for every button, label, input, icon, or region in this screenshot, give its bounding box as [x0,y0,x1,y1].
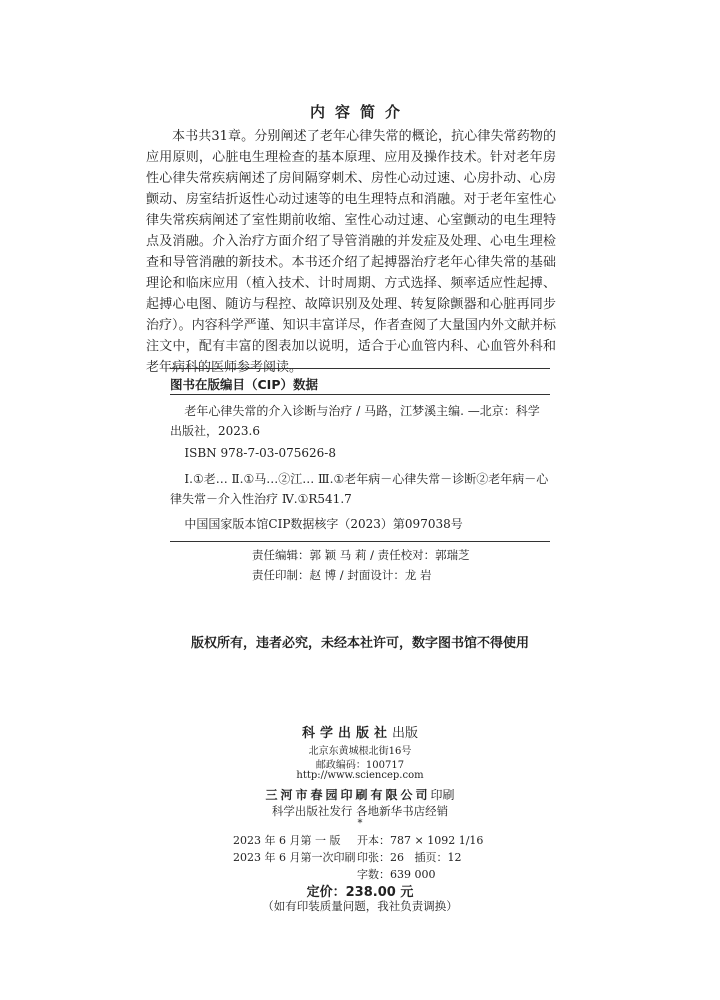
cip-isbn: ISBN 978-7-03-075626-8 [184,446,336,460]
credits-line-2: 责任印制：赵 博 / 封面设计：龙 岩 [252,568,432,582]
printing-info: 2023 年 6 月第一次印刷 [233,851,356,864]
summary-title: 内容简介 [309,103,410,121]
cip-classification: Ⅰ.①老… Ⅱ.①马…②江… Ⅲ.①老年病－心律失常－诊断②老年病－心律失常－介入性治疗 Ⅳ.①R541.7 [170,472,549,506]
cip-heading: 图书在版编目（CIP）数据 [170,377,318,392]
copyright-notice: 版权所有，违者必究，未经本社许可，数字图书馆不得使用 [190,636,529,651]
plates-count: 插页：12 [414,851,462,864]
publisher-address: 北京东黄城根北街16号 [308,746,412,757]
publisher-suffix: 出版 [392,726,419,741]
cip-number: 中国国家版本馆CIP数据核字（2023）第097038号 [184,517,463,531]
credits-line-1: 责任编辑：郭 颖 马 莉 / 责任校对：郭瑞芝 [252,548,470,562]
publisher-postcode: 邮政编码：100717 [315,760,405,771]
publisher-name: 科学出版社 [301,726,392,741]
quality-note: （如有印装质量问题，我社负责调换） [262,899,458,913]
format-info: 开本：787 × 1092 1/16 [357,834,484,847]
cip-entry: 老年心律失常的介入诊断与治疗 / 马路，江梦溪主编. —北京：科学出版社，2023.6 [170,404,540,438]
cip-divider [170,394,550,395]
separator-mark: * [357,818,363,829]
printer-name: 三河市春园印刷有限公司 [265,788,431,802]
price-label: 定价：238.00 元 [306,885,414,900]
summary-paragraph: 本书共31章。分别阐述了老年心律失常的概论，抗心律失常药物的应用原则，心脏电生理检查的基本原理、应用及操作技术。针对老年房性心律失常疾病阐述了房间隔穿刺术、房性心动过速、心房扑动、心房颤动、房室结折返性心动过速等的电生理特点和消融。对于老年室性心律失常疾病阐述了室性期前收缩、室性心动过速、心室颤动的电生理特点及消融。介入治疗方面介绍了导管消融的并发症及处理、心电生理检查和导管消融的新技术。本书还介绍了起搏器治疗老年心律失常的基础理论和临床应用（植入技术、计时周期、方式选择、频率适应性起搏、起搏心电图、随访与程控、故障识别及处理、转复除颤器和心脏再同步治疗）。内容科学严谨、知识丰富详尽，作者查阅了大量国内外文献并标注文中，配有丰富的图表加以说明，适合于心血管内科、心血管外科和老年病科的医师参考阅读。 [146,129,556,375]
word-count: 字数：639 000 [357,868,436,881]
sheets-count: 印张：26 [357,851,404,864]
sheets-info [357,849,462,865]
summary-body [146,126,556,378]
printer-suffix: 印刷 [430,788,455,802]
publisher-website: http://www.sciencep.com [296,770,424,781]
cip-data-block [170,368,550,542]
printer-line [0,786,720,803]
distribution-line: 科学出版社发行 各地新华书店经销 [271,804,449,818]
edition-info: 2023 年 6 月第 一 版 [233,834,341,847]
publisher-line [0,722,720,741]
